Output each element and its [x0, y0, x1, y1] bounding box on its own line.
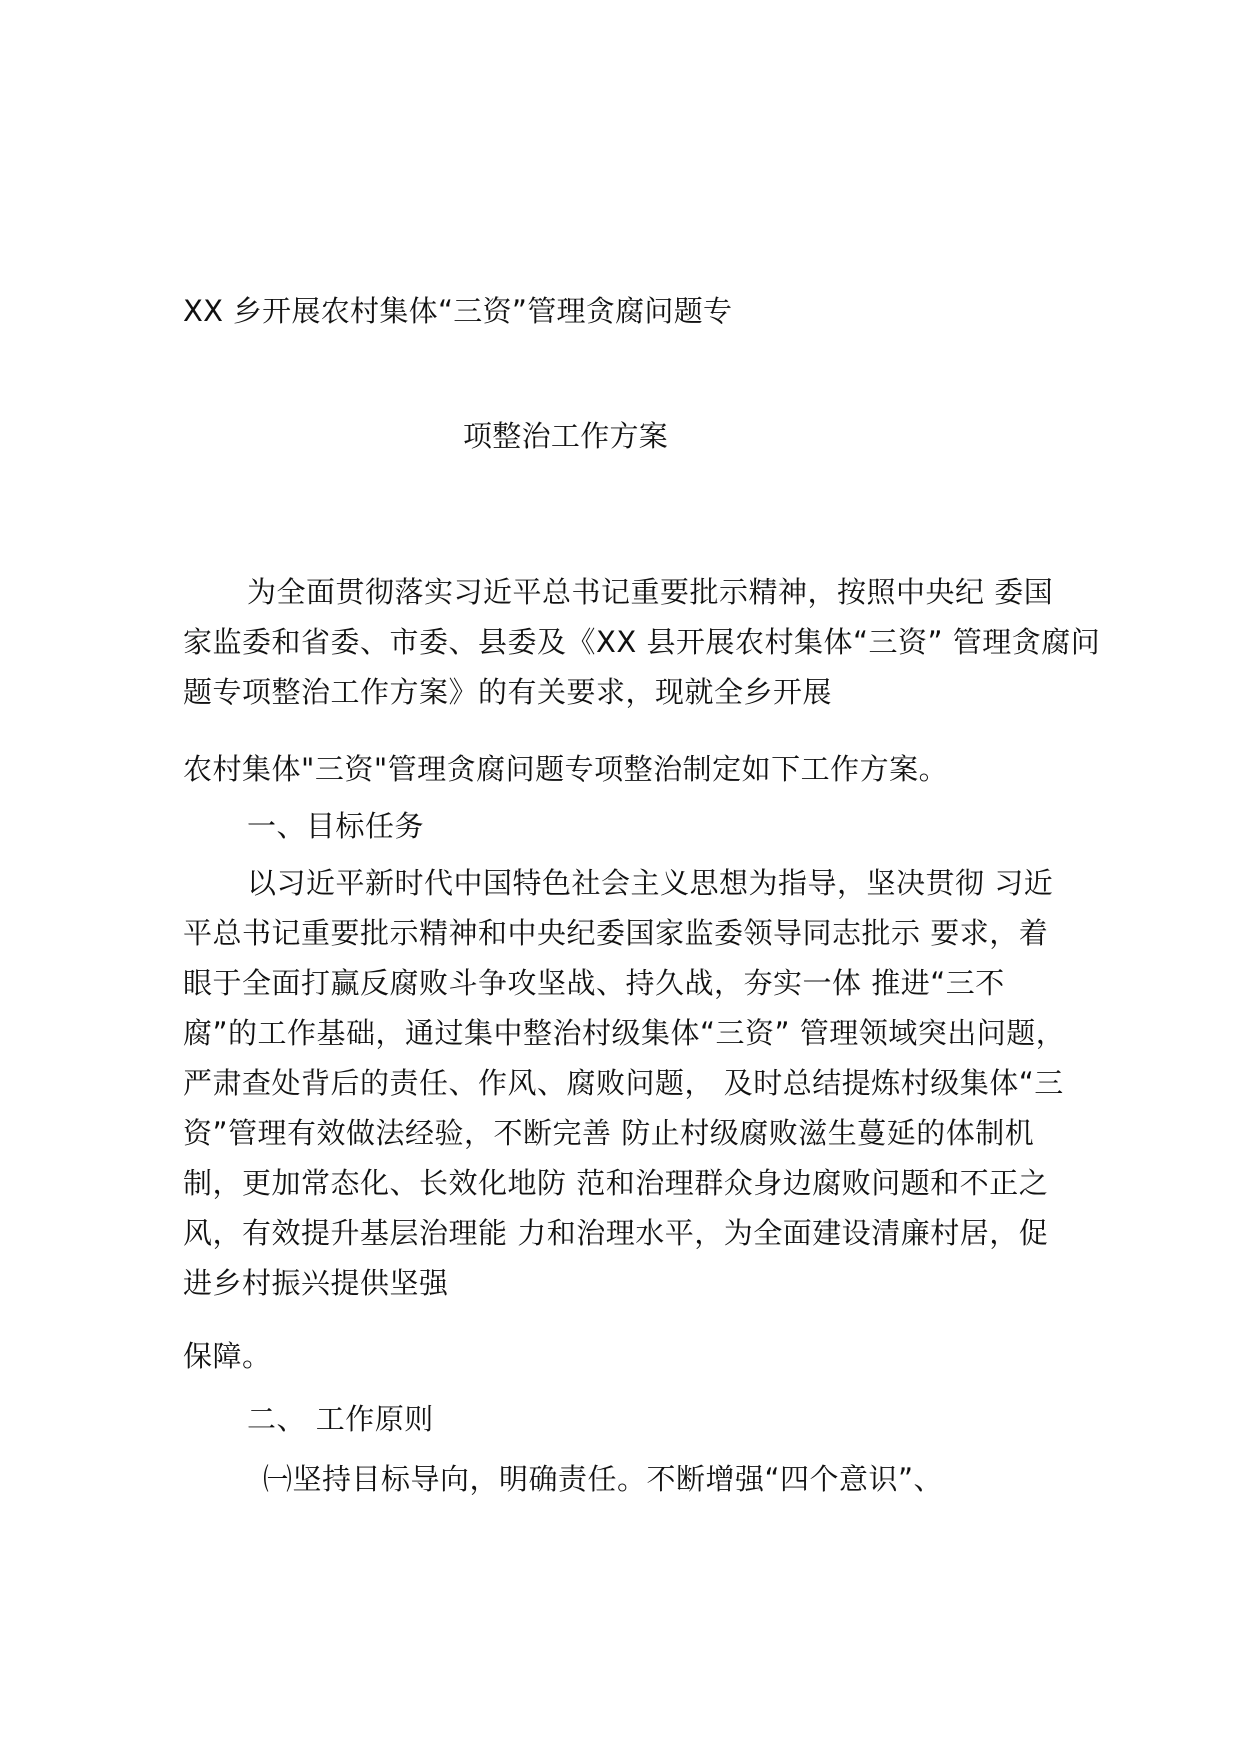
- paragraph-line: 眼于全面打赢反腐败斗争攻坚战、持久战，夯实一体 推进“三不: [183, 966, 1005, 1000]
- paragraph-line: 制，更加常态化、长效化地防 范和治理群众身边腐败问题和不正之: [183, 1166, 1049, 1200]
- paragraph-line: 保障。: [183, 1339, 272, 1373]
- paragraph-line: 题专项整治工作方案》的有关要求，现就全乡开展: [183, 675, 833, 709]
- paragraph-line: 农村集体"三资"管理贪腐问题专项整治制定如下工作方案。: [183, 752, 949, 786]
- paragraph-line: 为全面贯彻落实习近平总书记重要批示精神，按照中央纪 委国: [247, 575, 1054, 609]
- section-heading: 二、 工作原则: [247, 1402, 434, 1436]
- document-title-line-1: XX 乡开展农村集体“三资”管理贪腐问题专: [183, 294, 733, 328]
- paragraph-line: 进乡村振兴提供坚强: [183, 1266, 449, 1300]
- paragraph-line: 资”管理有效做法经验，不断完善 防止村级腐败滋生蔓延的体制机: [183, 1116, 1035, 1150]
- section-heading: 一、目标任务: [247, 809, 425, 843]
- document-title-line-2: 项整治工作方案: [463, 419, 669, 453]
- paragraph-line: 平总书记重要批示精神和中央纪委国家监委领导同志批示 要求，着: [183, 916, 1049, 950]
- paragraph-line: ㈠坚持目标导向，明确责任。不断增强“四个意识”、: [263, 1462, 944, 1496]
- paragraph-line: 家监委和省委、市委、县委及《XX 县开展农村集体“三资” 管理贪腐问: [183, 625, 1101, 659]
- paragraph-line: 严肃查处背后的责任、作风、腐败问题， 及时总结提炼村级集体“三: [183, 1066, 1064, 1100]
- paragraph-line: 以习近平新时代中国特色社会主义思想为指导，坚决贯彻 习近: [247, 866, 1054, 900]
- paragraph-line: 风，有效提升基层治理能 力和治理水平，为全面建设清廉村居，促: [183, 1216, 1049, 1250]
- paragraph-line: 腐”的工作基础，通过集中整治村级集体“三资” 管理领域突出问题，: [183, 1016, 1066, 1050]
